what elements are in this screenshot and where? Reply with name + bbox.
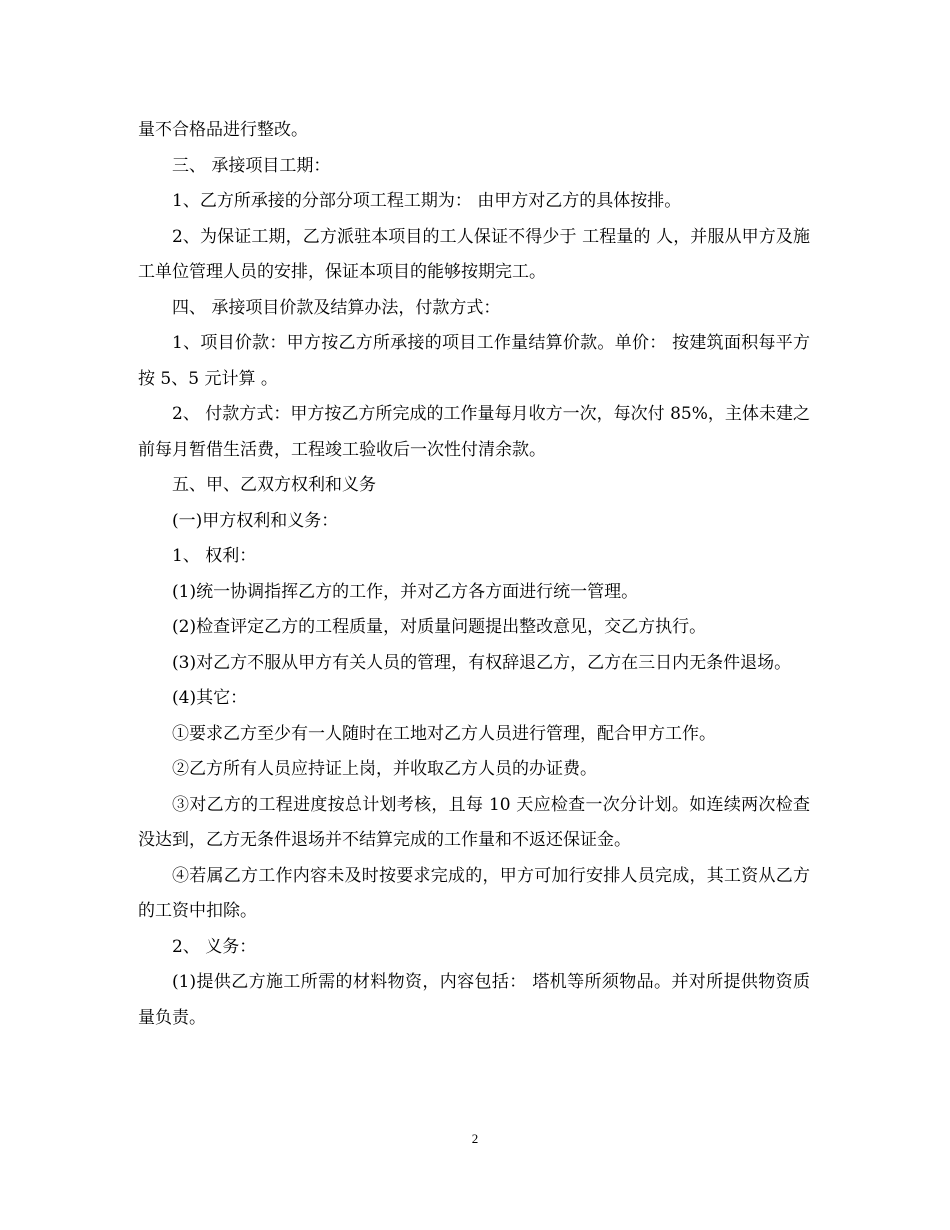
paragraph: 1、乙方所承接的分部分项工程工期为： 由甲方对乙方的具体按排。 (172, 191, 682, 211)
subsection-heading: 1、 权利： (172, 546, 257, 566)
list-item: (4)其它： (172, 688, 248, 708)
list-item: ④若属乙方工作内容未及时按要求完成的，甲方可加行安排人员完成，其工资从乙方的工资中扣除。 (138, 865, 810, 921)
page-number: 2 (471, 1131, 479, 1146)
list-item: (3)对乙方不服从甲方有关人员的管理，有权辞退乙方，乙方在三日内无条件退场。 (172, 652, 792, 673)
section-heading: 四、 承接项目价款及结算办法，付款方式： (172, 297, 501, 318)
document-body (138, 113, 810, 1036)
list-item: (1)提供乙方施工所需的材料物资，内容包括： 塔机等所须物品。并对所提供物资质量负责。 (138, 972, 810, 1028)
subsection-heading: 2、 义务： (172, 936, 257, 957)
list-item: ③对乙方的工程进度按总计划考核，且每 10 天应检查一次分计划。如连续两次检查没达到，乙方无条件退场并不结算完成的工作量和不返还保证金。 (138, 794, 810, 850)
paragraph: 2、为保证工期，乙方派驻本项目的工人保证不得少于 工程量的 人，并服从甲方及施工单位管理人员的安排，保证本项目的能够按期完工。 (138, 226, 810, 282)
section-heading: 五、甲、乙双方权利和义务 (172, 475, 376, 495)
section-heading: 三、 承接项目工期： (172, 155, 331, 176)
list-item: (1)统一协调指挥乙方的工作，并对乙方各方面进行统一管理。 (172, 581, 639, 602)
list-item: ②乙方所有人员应持证上岗，并收取乙方人员的办证费。 (172, 759, 597, 779)
paragraph: 1、项目价款：甲方按乙方所承接的项目工作量结算价款。单价： 按建筑面积每平方按 5、5 元计算 。 (138, 333, 810, 389)
paragraph: 2、 付款方式：甲方按乙方所完成的工作量每月收方一次，每次付 85%，主体未建之前每月暂借生活费，工程竣工验收后一次性付清余款。 (138, 404, 810, 460)
paragraph: 量不合格品进行整改。 (138, 120, 308, 140)
subsection-heading: (一)甲方权利和义务： (172, 510, 339, 531)
list-item: (2)检查评定乙方的工程质量，对质量问题提出整改意见，交乙方执行。 (172, 617, 707, 637)
list-item: ①要求乙方至少有一人随时在工地对乙方人员进行管理，配合甲方工作。 (172, 723, 716, 744)
